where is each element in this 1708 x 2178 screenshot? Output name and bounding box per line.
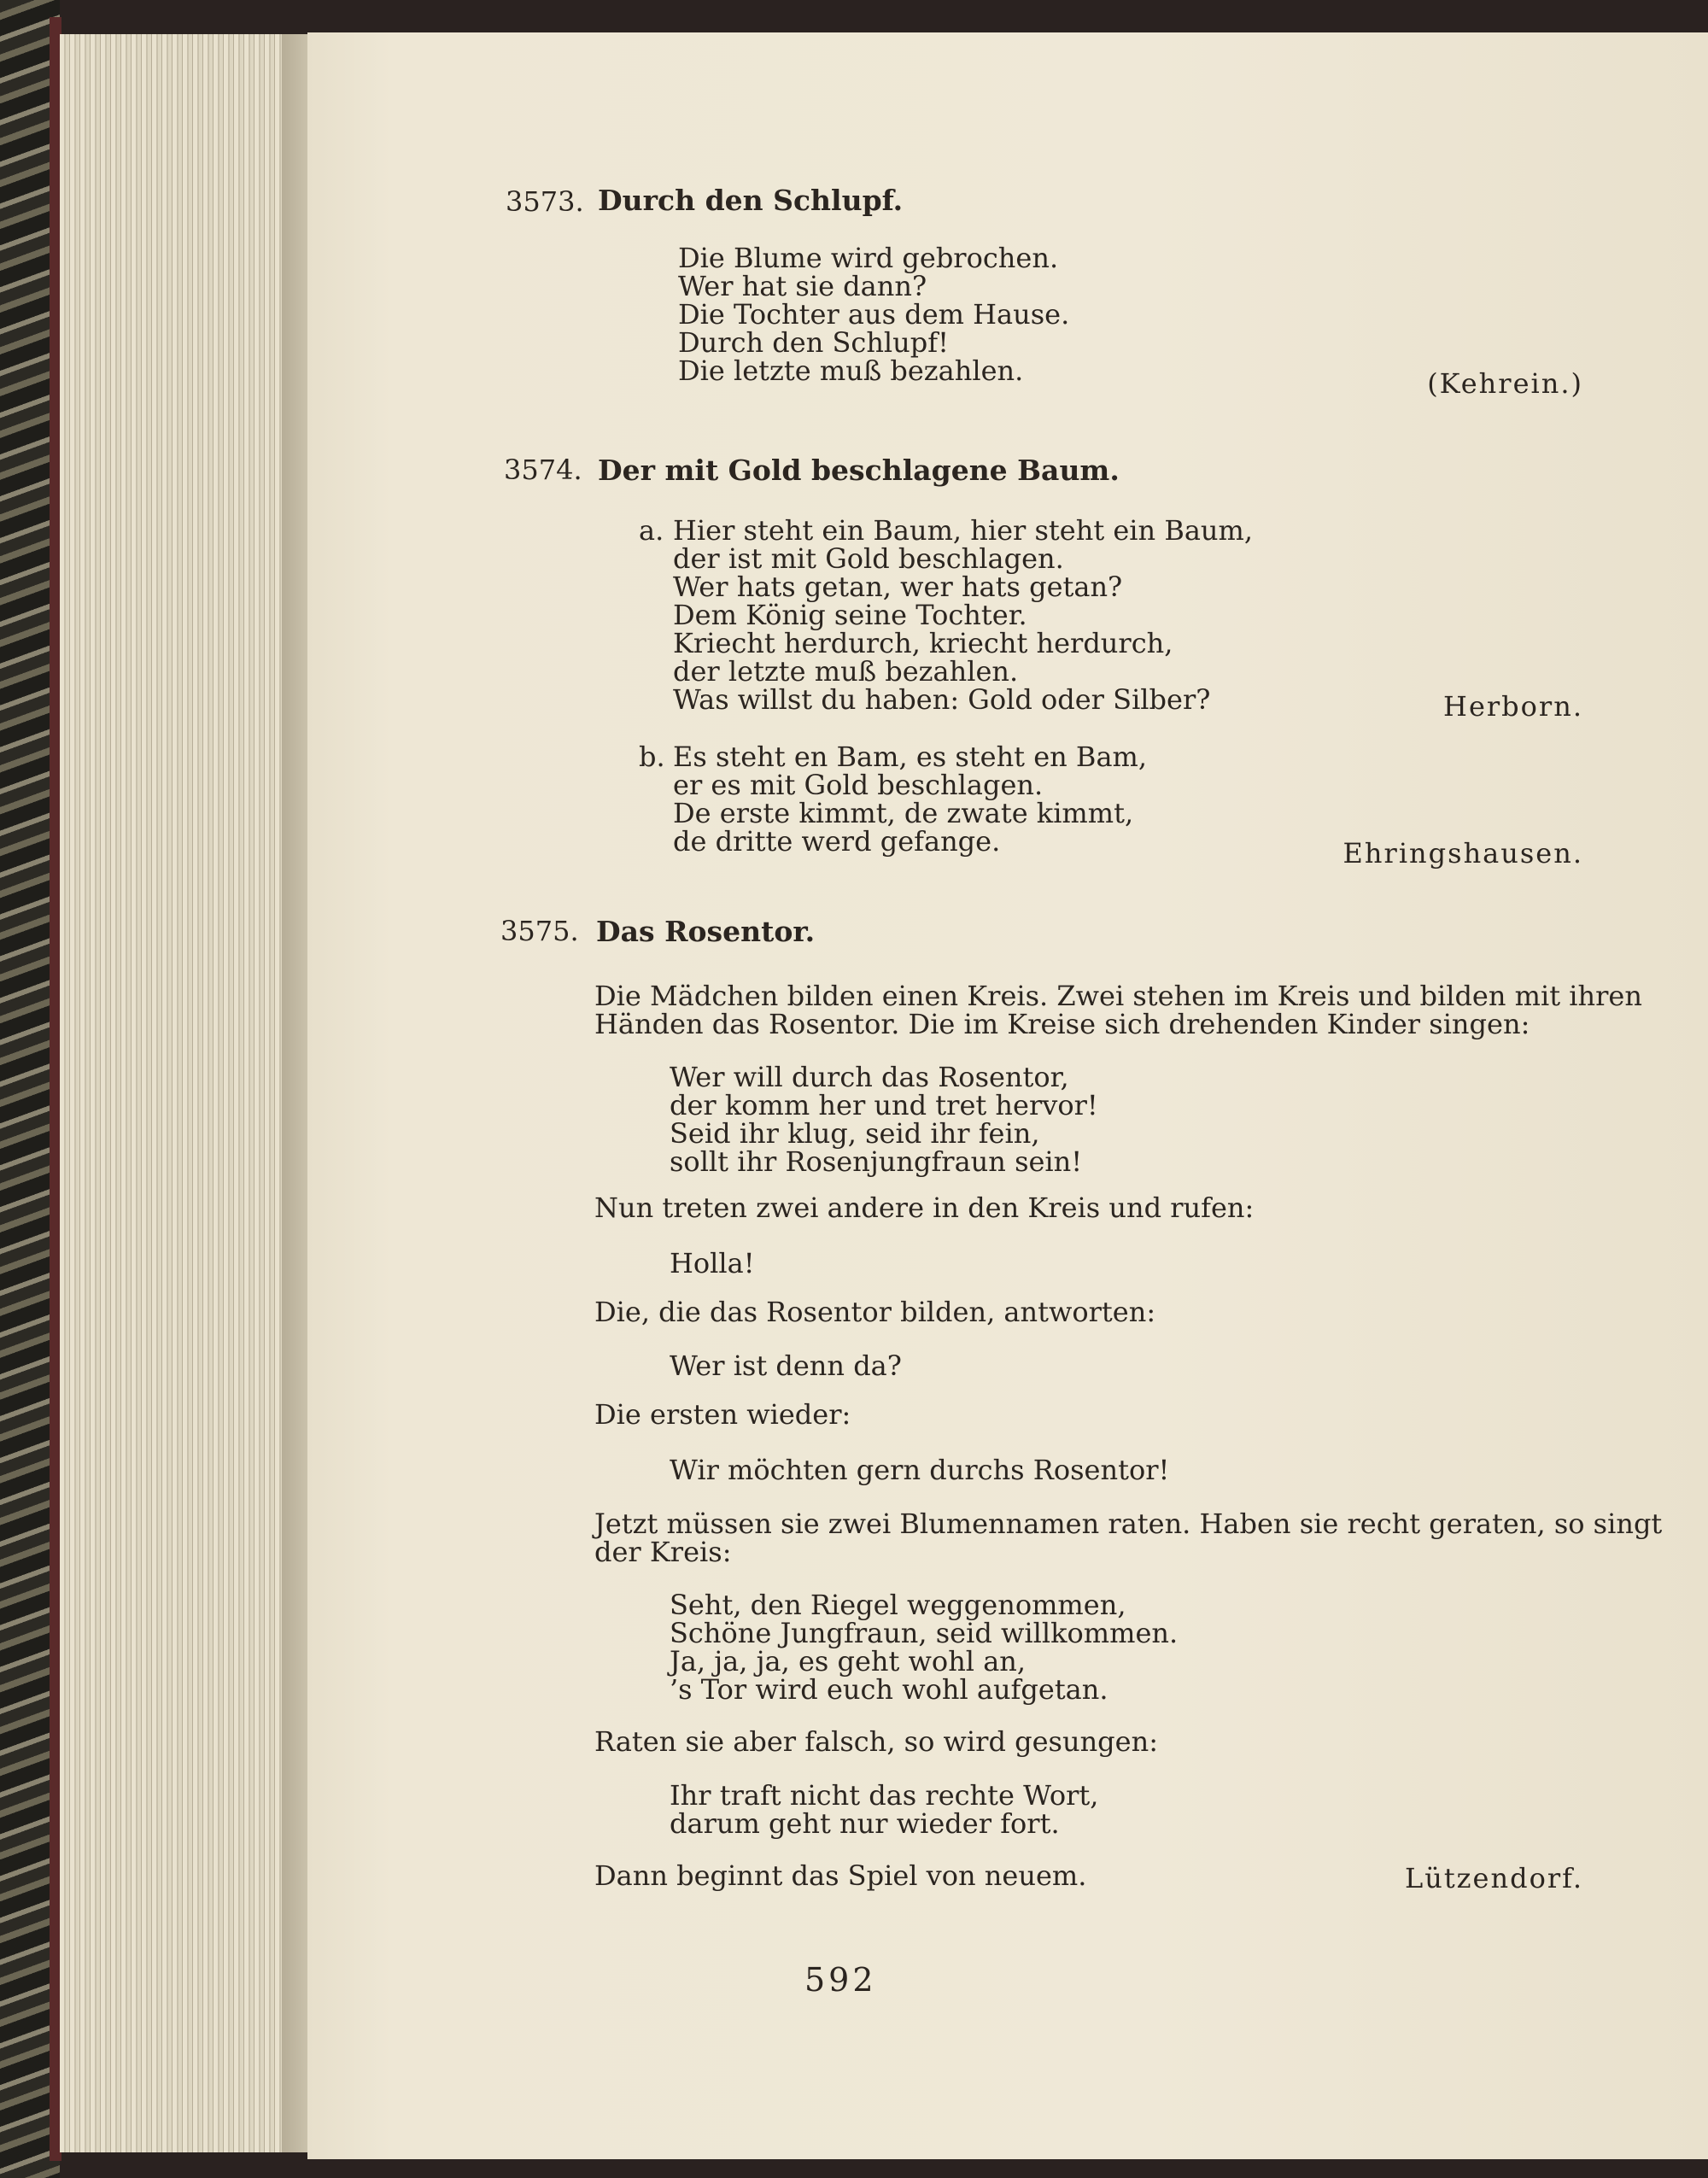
verse-line: Seht, den Riegel weggenommen,: [670, 1589, 1126, 1621]
variant-label-b: b.: [639, 741, 665, 773]
call-line: Wir möchten gern durchs Rosentor!: [670, 1454, 1170, 1486]
verse-line: Durch den Schlupf!: [678, 326, 949, 359]
verse-line: Die letzte muß bezahlen.: [678, 354, 1024, 387]
verse-line: Wer hats getan, wer hats getan?: [673, 571, 1123, 603]
paragraph-line: Raten sie aber falsch, so wird gesungen:: [594, 1725, 1158, 1758]
verse-line: ’s Tor wird euch wohl aufgetan.: [670, 1673, 1108, 1706]
verse-line: Schöne Jungfraun, seid willkommen.: [670, 1617, 1179, 1649]
verse-line: der ist mit Gold beschlagen.: [673, 542, 1064, 575]
paragraph-line: Jetzt müssen sie zwei Blumennamen raten. Haben sie recht geraten, so singt: [594, 1508, 1663, 1540]
source-3574b: Ehringshausen.: [1342, 837, 1583, 869]
verse-line: Dem König seine Tochter.: [673, 599, 1027, 631]
verse-line: darum geht nur wieder fort.: [670, 1807, 1060, 1840]
verse-line: sollt ihr Rosenjungfraun sein!: [670, 1145, 1083, 1178]
paragraph-line: Nun treten zwei andere in den Kreis und rufen:: [594, 1191, 1255, 1224]
verse-line: Seid ihr klug, seid ihr fein,: [670, 1117, 1040, 1150]
verse-line: de dritte werd gefange.: [673, 825, 1001, 858]
verse-line: Ihr traft nicht das rechte Wort,: [670, 1779, 1099, 1812]
verse-line: Die Tochter aus dem Hause.: [678, 298, 1070, 331]
source-3573: (Kehrein.): [1427, 367, 1583, 400]
verse-line: Wer hat sie dann?: [678, 270, 927, 302]
paragraph-line: Die, die das Rosentor bilden, antworten:: [594, 1296, 1156, 1328]
paragraph-line: der Kreis:: [594, 1536, 732, 1568]
verse-line: Wer will durch das Rosentor,: [670, 1061, 1069, 1093]
source-3574a: Herborn.: [1443, 690, 1583, 723]
verse-line: Hier steht ein Baum, hier steht ein Baum,: [673, 514, 1254, 547]
page-edges: [60, 34, 307, 2152]
call-line: Wer ist denn da?: [670, 1350, 902, 1382]
verse-line: der komm her und tret hervor!: [670, 1089, 1098, 1121]
variant-label-a: a.: [639, 514, 664, 547]
source-3575: Lützendorf.: [1404, 1862, 1583, 1894]
verse-line: Die Blume wird gebrochen.: [678, 242, 1059, 274]
paragraph-line: Die ersten wieder:: [594, 1398, 851, 1431]
entry-number-3574: 3574.: [504, 454, 582, 486]
paragraph-line: Händen das Rosentor. Die im Kreise sich drehenden Kinder singen:: [594, 1008, 1530, 1040]
book-page: [307, 32, 1708, 2159]
verse-line: De erste kimmt, de zwate kimmt,: [673, 797, 1134, 829]
entry-title-3574: Der mit Gold beschlagene Baum.: [598, 454, 1120, 487]
verse-line: Kriecht herdurch, kriecht herdurch,: [673, 627, 1173, 659]
verse-line: Ja, ja, ja, es geht wohl an,: [670, 1645, 1027, 1677]
entry-title-3573: Durch den Schlupf.: [598, 184, 904, 217]
verse-line: er es mit Gold beschlagen.: [673, 769, 1044, 801]
page-number: 592: [804, 1961, 877, 1999]
paragraph-line: Die Mädchen bilden einen Kreis. Zwei stehen im Kreis und bilden mit ihren: [594, 980, 1642, 1012]
verse-line: Es steht en Bam, es steht en Bam,: [673, 741, 1148, 773]
call-line: Holla!: [670, 1247, 755, 1279]
verse-line: Was willst du haben: Gold oder Silber?: [673, 683, 1211, 716]
entry-title-3575: Das Rosentor.: [596, 915, 816, 948]
paragraph-line: Dann beginnt das Spiel von neuem.: [594, 1859, 1087, 1892]
entry-number-3575: 3575.: [500, 915, 579, 947]
verse-line: der letzte muß bezahlen.: [673, 655, 1019, 688]
entry-number-3573: 3573.: [506, 185, 584, 218]
